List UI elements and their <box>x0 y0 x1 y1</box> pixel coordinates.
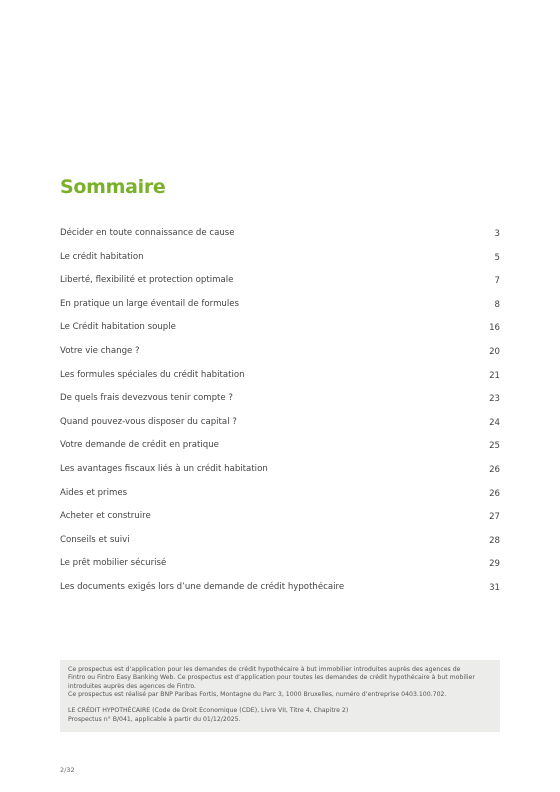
toc-item-page: 31 <box>489 582 500 593</box>
notice-line: Ce prospectus est d’application pour les demandes de crédit hypothécaire à but immobilier introduites auprès des agences de <box>68 666 461 673</box>
notice-line: Fintro ou Fintro Easy Banking Web. Ce prospectus est d’application pour toutes les demandes de crédit hypothécaire à but mobilier <box>68 674 475 682</box>
notice-line: Ce prospectus est réalisé par BNP Paribas Fortis, Montagne du Parc 3, 1000 Bruxelles, numéro d’entreprise 0403.100.702. <box>68 690 447 698</box>
toc-item[interactable] <box>60 439 500 463</box>
toc-item-label: Aides et primes <box>60 487 128 498</box>
toc-item[interactable] <box>60 463 500 487</box>
toc-item-page: 28 <box>489 535 500 546</box>
toc-item[interactable] <box>60 416 500 440</box>
toc-item-page: 20 <box>489 346 500 357</box>
toc-item-page: 8 <box>494 299 500 310</box>
toc-item-label: Les formules spéciales du crédit habitation <box>60 369 245 380</box>
toc-item-label: Votre vie change ? <box>60 345 140 356</box>
toc-item-label: Le prêt mobilier sécurisé <box>60 558 167 569</box>
notice-line: Prospectus n° B/041, applicable à partir du 01/12/2025. <box>68 715 241 723</box>
toc-item-label: Liberté, flexibilité et protection optimale <box>60 275 234 286</box>
page-number: 2/32 <box>60 766 75 774</box>
toc-item-label: Quand pouvez-vous disposer du capital ? <box>60 416 237 427</box>
toc-item[interactable] <box>60 298 500 322</box>
table-of-contents <box>60 227 500 605</box>
toc-item-page: 23 <box>489 394 500 405</box>
toc-item-page: 24 <box>489 417 500 428</box>
notice-line: introduites auprès des agences de Fintro. <box>68 682 196 690</box>
toc-item-page: 21 <box>489 370 500 381</box>
toc-item-page: 3 <box>494 229 500 239</box>
toc-item-label: Les avantages fiscaux liés à un crédit habitation <box>60 463 268 474</box>
toc-item-label: Votre demande de crédit en pratique <box>60 440 219 451</box>
legal-notice-box <box>60 660 500 732</box>
toc-item-page: 27 <box>489 512 500 523</box>
toc-item[interactable] <box>60 227 500 251</box>
toc-item-label: De quels frais devezvous tenir compte ? <box>60 393 233 404</box>
toc-item-page: 16 <box>489 323 500 334</box>
notice-line: LE CRÉDIT HYPOTHÉCAIRE (Code de Droit Economique (CDE), Livre VII, Titre 4, Chapitre 2) <box>68 707 349 715</box>
toc-item-label: Les documents exigés lors d’une demande de crédit hypothécaire <box>60 581 345 592</box>
toc-item-label: Décider en toute connaissance de cause <box>60 228 235 238</box>
toc-item[interactable] <box>60 321 500 345</box>
toc-item-label: Conseils et suivi <box>60 534 130 545</box>
toc-item-page: 5 <box>494 252 500 263</box>
page-title: Sommaire <box>60 176 166 198</box>
toc-item[interactable] <box>60 581 500 605</box>
toc-item-page: 26 <box>489 488 500 499</box>
toc-item[interactable] <box>60 251 500 275</box>
toc-item-label: Le Crédit habitation souple <box>60 322 176 333</box>
toc-item[interactable] <box>60 487 500 511</box>
toc-item[interactable] <box>60 392 500 416</box>
toc-item-page: 26 <box>489 464 500 475</box>
toc-item[interactable] <box>60 557 500 581</box>
toc-item[interactable] <box>60 510 500 534</box>
toc-item-page: 7 <box>494 276 500 287</box>
toc-item-page: 29 <box>489 559 500 570</box>
toc-item[interactable] <box>60 369 500 393</box>
toc-item-label: Acheter et construire <box>60 511 151 522</box>
toc-item[interactable] <box>60 345 500 369</box>
toc-item[interactable] <box>60 274 500 298</box>
toc-item[interactable] <box>60 534 500 558</box>
toc-item-label: Le crédit habitation <box>60 251 144 262</box>
toc-item-page: 25 <box>489 441 500 452</box>
toc-item-label: En pratique un large éventail de formules <box>60 298 240 309</box>
